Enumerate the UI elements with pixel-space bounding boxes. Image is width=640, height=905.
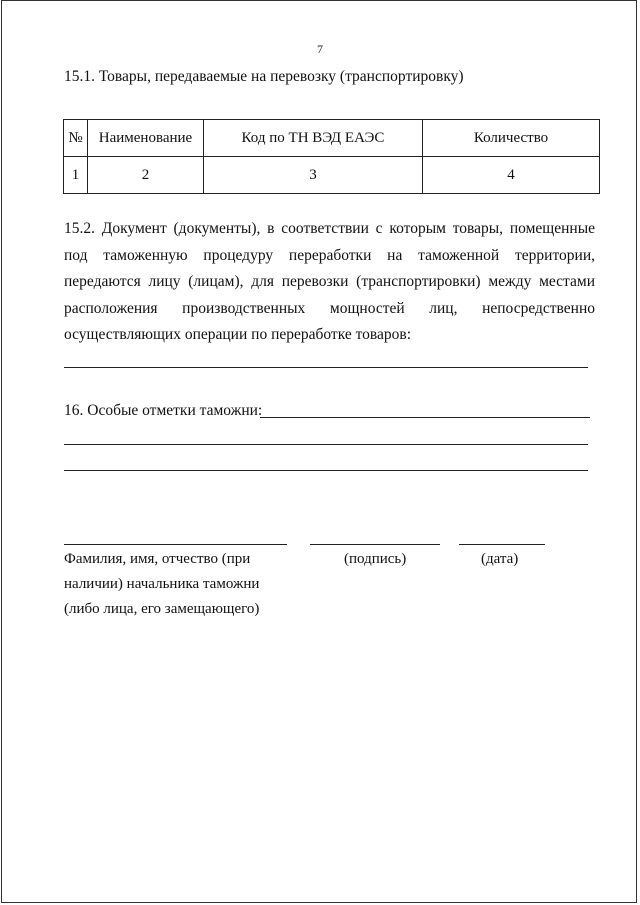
customs-notes-line-2[interactable] <box>64 444 588 445</box>
table-row <box>64 157 600 194</box>
table-cell: 4 <box>423 157 600 194</box>
section-15-1-heading: 15.1. Товары, передаваемые на перевозку (транспортировку) <box>64 68 464 85</box>
customs-notes-line-3[interactable] <box>64 470 588 471</box>
date-line[interactable] <box>459 544 545 545</box>
column-header-code: Код по ТН ВЭД ЕАЭС <box>204 120 423 157</box>
column-header-name: Наименование <box>88 120 204 157</box>
name-signature-line[interactable] <box>64 544 287 545</box>
table-header-row <box>64 120 600 157</box>
section-15-2-text: 15.2. Документ (документы), в соответствии с которым товары, помещенные под таможенную процедуру переработки на таможенной территории, передаются лицу (лицам), для перевозки (транспортировки) между местами расположения производственных мощностей лиц, непосредственно осуществляющих операции по переработке товаров: <box>64 220 595 343</box>
table-cell: 3 <box>204 157 423 194</box>
customs-notes-line-1[interactable] <box>260 417 590 418</box>
page-number: 7 <box>317 42 323 56</box>
goods-table <box>63 119 600 194</box>
date-label: (дата) <box>481 551 519 567</box>
column-header-quantity: Количество <box>423 120 600 157</box>
section-15-2-blank-line[interactable] <box>64 367 588 368</box>
signature-line[interactable] <box>310 544 440 545</box>
signature-label: (подпись) <box>344 551 407 567</box>
name-label-line-1: Фамилия, имя, отчество (при <box>64 551 251 567</box>
name-label-line-3: (либо лица, его замещающего) <box>64 601 260 617</box>
name-label-line-2: наличии) начальника таможни <box>64 576 260 592</box>
column-header-number: № <box>64 120 88 157</box>
table-cell: 2 <box>88 157 204 194</box>
section-16-label: 16. Особые отметки таможни: <box>64 402 263 419</box>
table-cell: 1 <box>64 157 88 194</box>
